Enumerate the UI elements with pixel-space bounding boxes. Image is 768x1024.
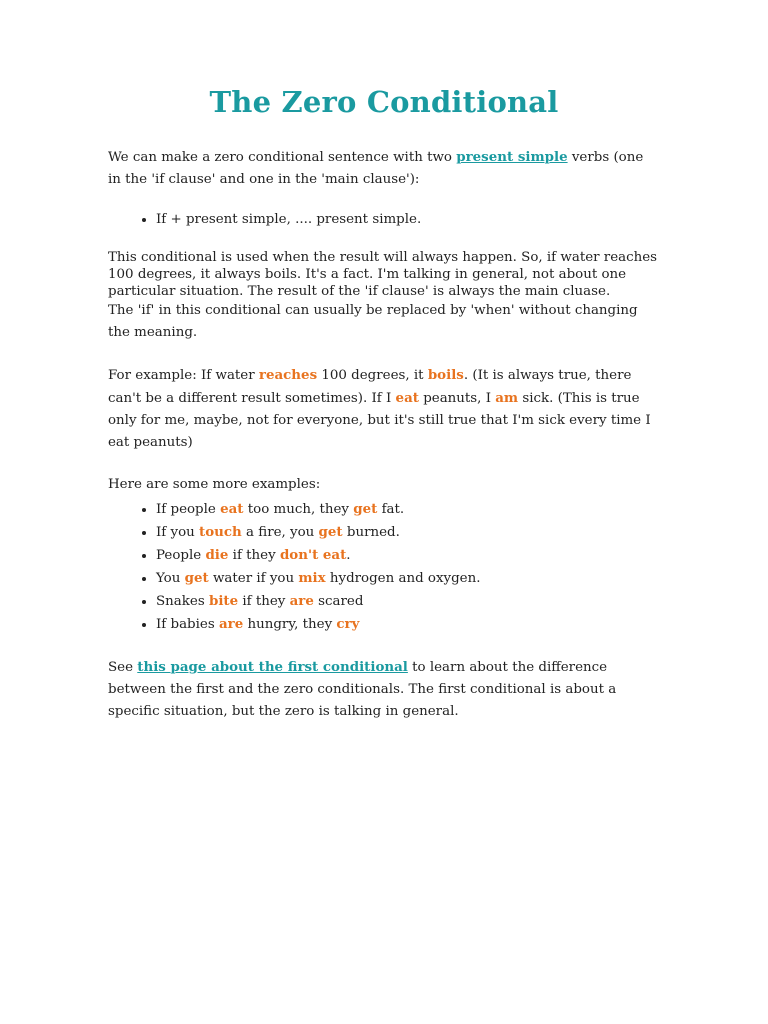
highlight-verb: reaches <box>258 367 318 383</box>
examples-list <box>108 498 660 636</box>
highlight-verb: are <box>218 616 244 632</box>
highlight-verb: get <box>318 524 343 540</box>
present-simple-link[interactable]: present simple <box>456 149 568 165</box>
example-text: peanuts, I <box>418 391 496 406</box>
example-text: hungry, they <box>243 617 337 632</box>
example-item <box>156 590 660 613</box>
example-item <box>156 521 660 544</box>
example-text: too much, they <box>243 502 354 517</box>
example-text: if they <box>228 548 280 563</box>
more-examples-intro: Here are some more examples: <box>108 477 321 492</box>
highlight-verb: don't eat <box>279 547 347 563</box>
highlight-verb: are <box>289 593 314 609</box>
highlight-verb: eat <box>395 390 419 406</box>
example-text: . (It is always true, there can't be a different result sometimes). If I <box>108 368 632 406</box>
first-conditional-link[interactable]: this page about the first conditional <box>137 659 408 675</box>
example-text: fat. <box>377 502 405 517</box>
example-text: If you <box>156 525 200 540</box>
example-text: scared <box>313 594 364 609</box>
intro-text-after: verbs (one in the 'if clause' and one in the 'main clause'): <box>108 150 644 187</box>
example-text: . <box>346 548 351 563</box>
highlight-verb: eat <box>220 501 244 517</box>
highlight-verb: bite <box>208 593 239 609</box>
highlight-verb: cry <box>336 616 360 632</box>
page-title: The Zero Conditional <box>209 85 559 119</box>
example-text: sick. (This is true only for me, maybe, not for everyone, but it's still true that I'm sick every time I eat peanuts) <box>108 391 651 450</box>
example-item <box>156 498 660 521</box>
example-text: hydrogen and oxygen. <box>325 571 481 586</box>
example-text: For example: If water <box>108 368 259 383</box>
see-text-after: to learn about the difference between the first and the zero conditionals. The first conditional is about a specific situation, but the zero is talking in general. <box>108 660 617 719</box>
example-text: If people <box>156 502 221 517</box>
example-text: if they <box>238 594 290 609</box>
intro-text-before: We can make a zero conditional sentence with two <box>108 150 457 165</box>
highlight-verb: die <box>205 547 229 563</box>
formula-item: • If + present simple, .... present simple. <box>156 209 660 231</box>
example-text: Snakes <box>156 594 209 609</box>
example-item <box>156 567 660 590</box>
example-text: water if you <box>208 571 299 586</box>
explanation-paragraph-1: This conditional is used when the result will always happen. So, if water reaches 100 degrees, it always boils. It's a fact. I'm talking in general, not about one particular situation. The result of the 'if clause' is always the main cluase. <box>108 250 658 299</box>
example-text: a fire, you <box>241 525 319 540</box>
intro-paragraph <box>108 146 660 191</box>
example-paragraph <box>108 364 660 454</box>
explanation-paragraph-2: The 'if' in this conditional can usually be replaced by 'when' without changing the meaning. <box>108 303 638 340</box>
example-text: If babies <box>156 617 219 632</box>
highlight-verb: touch <box>199 524 242 540</box>
see-text-before: See <box>108 660 138 675</box>
example-text: People <box>156 548 206 563</box>
highlight-verb: boils <box>427 367 464 383</box>
highlight-verb: am <box>495 390 519 406</box>
example-item <box>156 613 660 636</box>
highlight-verb: get <box>353 501 378 517</box>
formula-list <box>108 209 660 231</box>
highlight-verb: get <box>184 570 209 586</box>
example-item <box>156 544 660 567</box>
example-text: You <box>156 571 185 586</box>
highlight-verb: mix <box>298 570 326 586</box>
example-text: 100 degrees, it <box>317 368 428 383</box>
see-also-paragraph <box>108 656 660 723</box>
example-text: burned. <box>342 525 400 540</box>
